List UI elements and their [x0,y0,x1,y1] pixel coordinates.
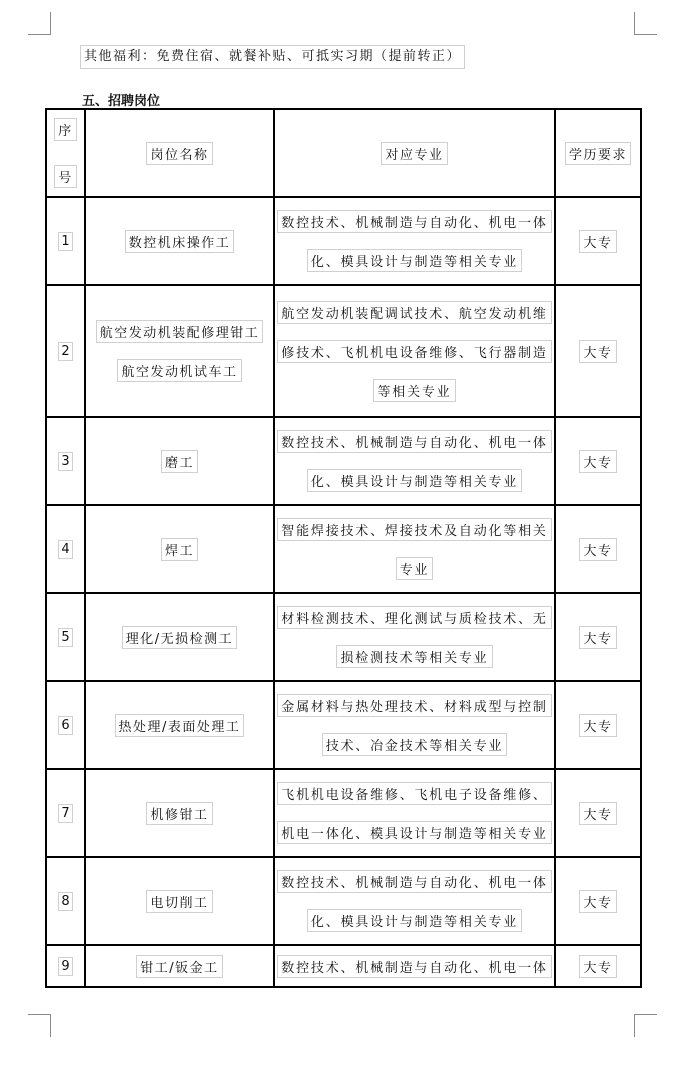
position-lines [86,714,273,737]
major-line: 数控技术、机械制造与自动化、机电一体 [277,430,551,453]
row-seq-cell [46,769,85,857]
table-row [46,593,641,681]
row-major-cell [274,417,555,505]
position-lines [86,802,273,825]
education-requirement: 大专 [579,450,616,473]
row-major-cell [274,681,555,769]
position-lines [86,626,273,649]
table-row [46,857,641,945]
position-name: 机修钳工 [146,802,212,825]
position-lines [86,538,273,561]
header-education-cell [555,109,641,197]
major-line: 技术、冶金技术等相关专业 [322,733,508,756]
education-requirement: 大专 [579,802,616,825]
major-lines [275,782,554,844]
row-education-cell [555,417,641,505]
major-line: 数控技术、机械制造与自动化、机电一体 [277,210,551,233]
table-header-row [46,109,641,197]
header-major: 对应专业 [381,142,447,165]
row-position-cell [85,769,274,857]
header-position: 岗位名称 [146,142,212,165]
row-seq-cell [46,197,85,285]
row-position-cell [85,285,274,417]
row-position-cell [85,197,274,285]
table-row [46,945,641,987]
education-requirement: 大专 [579,714,616,737]
row-seq-cell [46,593,85,681]
row-education-cell [555,945,641,987]
section-title: 五、招聘岗位 [82,94,161,109]
crop-mark-top-right [634,12,657,35]
row-seq-number: 3 [58,452,72,471]
major-lines [275,430,554,492]
table-row [46,505,641,593]
education-requirement: 大专 [579,538,616,561]
table-row [46,769,641,857]
major-lines [275,694,554,756]
row-education-cell [555,681,641,769]
row-seq-cell [46,945,85,987]
row-education-cell [555,505,641,593]
major-line: 航空发动机装配调试技术、航空发动机维 [277,301,551,324]
position-lines [86,230,273,253]
education-requirement: 大专 [579,890,616,913]
position-lines [86,955,273,978]
positions-table [45,108,642,988]
position-lines [86,320,273,382]
header-education: 学历要求 [565,142,631,165]
position-name: 电切削工 [146,890,212,913]
major-line: 修技术、飞机机电设备维修、飞行器制造 [277,340,551,363]
row-major-cell [274,593,555,681]
row-major-cell [274,945,555,987]
position-lines [86,890,273,913]
major-lines [275,210,554,272]
row-seq-cell [46,505,85,593]
row-major-cell [274,857,555,945]
major-line: 等相关专业 [373,379,455,402]
position-name: 钳工/钣金工 [136,955,222,978]
row-seq-number: 9 [58,957,72,976]
table-row [46,197,641,285]
row-position-cell [85,681,274,769]
major-line: 化、模具设计与制造等相关专业 [307,909,522,932]
row-education-cell [555,769,641,857]
position-name: 航空发动机试车工 [117,359,241,382]
major-line: 飞机机电设备维修、飞机电子设备维修、 [277,782,551,805]
row-seq-number: 2 [58,342,72,361]
position-name: 焊工 [161,538,198,561]
position-name: 航空发动机装配修理钳工 [96,320,264,343]
row-seq-cell [46,681,85,769]
row-major-cell [274,197,555,285]
education-requirement: 大专 [579,955,616,978]
table-row [46,417,641,505]
position-name: 热处理/表面处理工 [115,714,245,737]
crop-mark-top-left [28,12,51,35]
header-seq-cell [46,109,85,197]
row-position-cell [85,417,274,505]
row-major-cell [274,285,555,417]
education-requirement: 大专 [579,626,616,649]
row-position-cell [85,593,274,681]
row-education-cell [555,197,641,285]
crop-mark-bottom-right [634,1014,657,1037]
row-seq-cell [46,417,85,505]
major-line: 机电一体化、模具设计与制造等相关专业 [277,821,551,844]
benefits-text: 其他福利：免费住宿、就餐补贴、可抵实习期（提前转正） [80,45,465,69]
major-line: 金属材料与热处理技术、材料成型与控制 [277,694,551,717]
position-lines [86,450,273,473]
row-seq-cell [46,285,85,417]
education-requirement: 大专 [579,230,616,253]
education-requirement: 大专 [579,340,616,363]
crop-mark-bottom-left [28,1014,51,1037]
row-education-cell [555,285,641,417]
major-line: 数控技术、机械制造与自动化、机电一体 [277,955,551,978]
header-seq-char: 号 [54,165,77,188]
major-lines [275,301,554,402]
position-name: 理化/无损检测工 [122,626,237,649]
major-line: 化、模具设计与制造等相关专业 [307,469,522,492]
major-line: 智能焊接技术、焊接技术及自动化等相关 [277,518,551,541]
row-education-cell [555,593,641,681]
major-lines [275,955,554,978]
row-position-cell [85,857,274,945]
row-seq-number: 6 [58,716,72,735]
row-seq-number: 7 [58,804,72,823]
position-name: 数控机床操作工 [125,230,235,253]
header-position-cell [85,109,274,197]
header-seq-char: 序 [54,118,77,141]
benefits-line [80,45,465,69]
major-line: 化、模具设计与制造等相关专业 [307,249,522,272]
row-seq-number: 4 [58,540,72,559]
row-seq-number: 1 [58,232,72,251]
major-line: 专业 [396,557,434,580]
row-position-cell [85,505,274,593]
row-seq-number: 5 [58,628,72,647]
major-line: 数控技术、机械制造与自动化、机电一体 [277,870,551,893]
major-lines [275,518,554,580]
header-major-cell [274,109,555,197]
table-row [46,681,641,769]
major-lines [275,870,554,932]
row-seq-cell [46,857,85,945]
row-seq-number: 8 [58,892,72,911]
position-name: 磨工 [161,450,198,473]
major-lines [275,606,554,668]
major-line: 损检测技术等相关专业 [336,645,492,668]
row-major-cell [274,505,555,593]
row-major-cell [274,769,555,857]
row-position-cell [85,945,274,987]
table-row [46,285,641,417]
major-line: 材料检测技术、理化测试与质检技术、无 [277,606,551,629]
row-education-cell [555,857,641,945]
